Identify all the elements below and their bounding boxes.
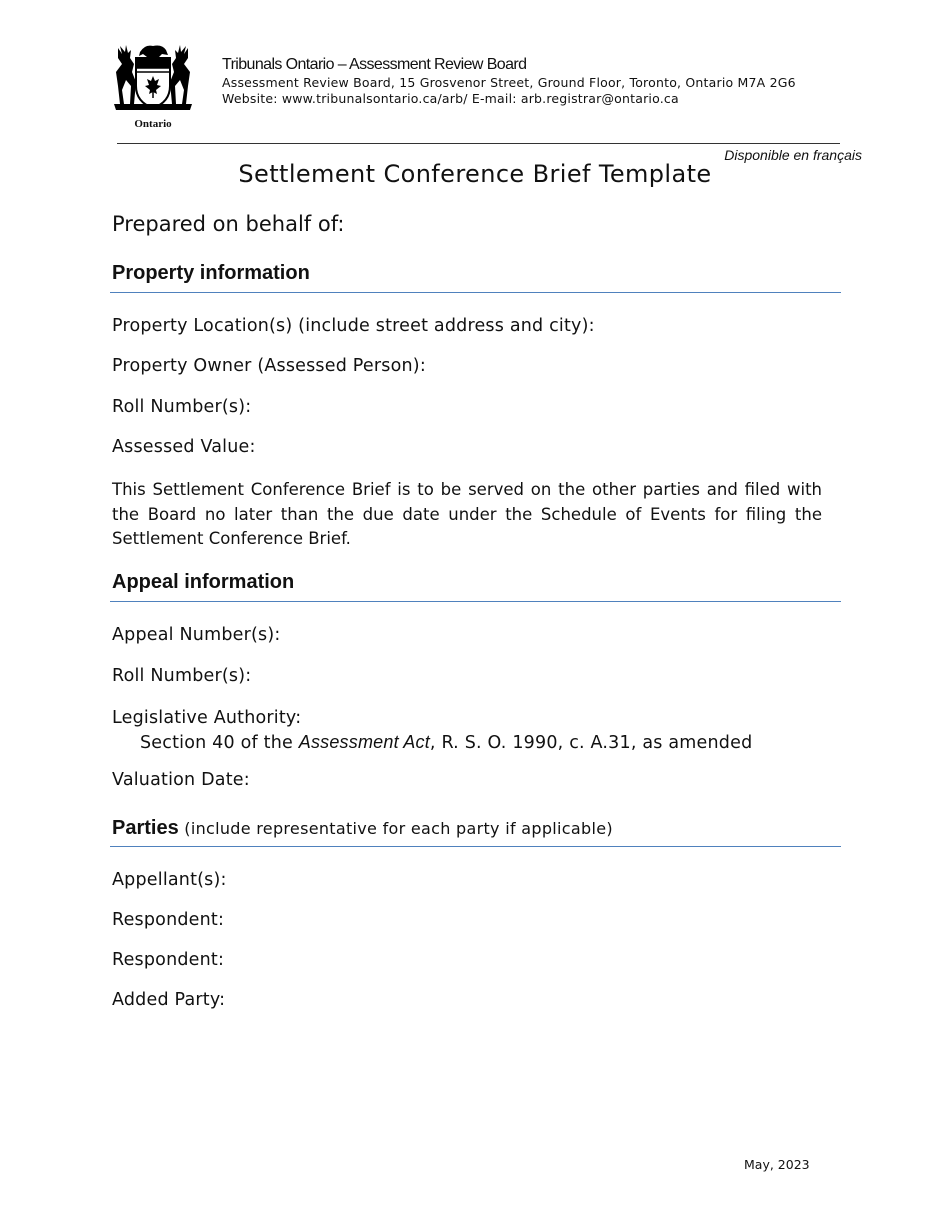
section-divider [110, 846, 841, 847]
valuation-date-field[interactable]: Valuation Date: [112, 770, 250, 790]
appellant-field[interactable]: Appellant(s): [112, 870, 227, 890]
authority-act-name: Assessment Act [298, 732, 430, 752]
appeal-information-heading: Appeal information [112, 571, 295, 593]
ontario-coat-of-arms-logo [112, 42, 194, 134]
property-information-heading: Property information [112, 262, 310, 284]
logo-caption: Ontario [134, 118, 172, 130]
added-party-field[interactable]: Added Party: [112, 990, 226, 1010]
property-roll-number-field[interactable]: Roll Number(s): [112, 397, 252, 417]
respondent-field[interactable]: Respondent: [112, 910, 225, 930]
header-divider [117, 143, 840, 144]
authority-suffix: , R. S. O. 1990, c. A.31, as amended [429, 733, 753, 753]
property-location-field[interactable]: Property Location(s) (include street address and city): [112, 316, 595, 336]
assessed-value-field[interactable]: Assessed Value: [112, 437, 256, 457]
parties-heading-note: (include representative for each party if applicable) [184, 819, 613, 838]
legislative-authority-label: Legislative Authority: [112, 708, 302, 728]
parties-heading [112, 817, 613, 840]
section-divider [110, 601, 841, 602]
property-owner-field[interactable]: Property Owner (Assessed Person): [112, 356, 426, 376]
section-divider [110, 292, 841, 293]
organization-title: Tribunals Ontario – Assessment Review Board [222, 56, 527, 73]
revision-date: May, 2023 [744, 1157, 810, 1172]
appeal-number-field[interactable]: Appeal Number(s): [112, 625, 281, 645]
respondent-field[interactable]: Respondent: [112, 950, 225, 970]
document-title: Settlement Conference Brief Template [238, 160, 712, 188]
organization-contact: Website: www.tribunalsontario.ca/arb/ E-mail: arb.registrar@ontario.ca [222, 91, 679, 106]
french-availability-link[interactable]: Disponible en français [724, 147, 862, 163]
authority-prefix: Section 40 of the [140, 733, 299, 753]
organization-address: Assessment Review Board, 15 Grosvenor Street, Ground Floor, Toronto, Ontario M7A 2G6 [222, 75, 796, 90]
legislative-authority-value [140, 730, 752, 755]
service-instruction-paragraph: This Settlement Conference Brief is to be served on the other parties and filed with the Board no later than the due date under the Schedule of Events for filing the Settlement Conference Brief. [112, 480, 822, 548]
parties-heading-text: Parties [112, 817, 179, 839]
legislative-authority [112, 706, 832, 755]
appeal-roll-number-field[interactable]: Roll Number(s): [112, 666, 252, 686]
prepared-on-behalf-label: Prepared on behalf of: [112, 212, 345, 236]
